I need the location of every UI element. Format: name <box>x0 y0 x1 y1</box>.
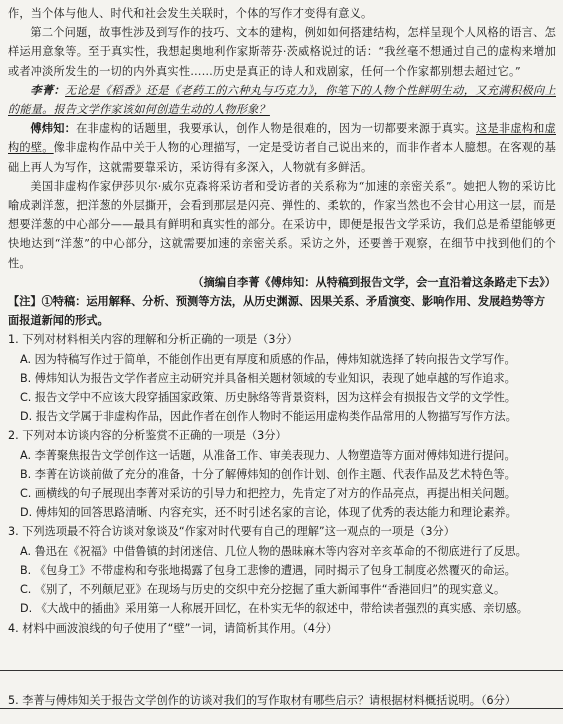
question-1 <box>8 330 556 426</box>
question-2-option-c[interactable]: C. 画横线的句子展现出李菁对采访的引导力和把控力，先肯定了对方的作品亮点，再提出相关问题。 <box>20 487 516 501</box>
question-4-stem: 4. 材料中画波浪线的句子使用了“壁”一词，请简析其作用。（4分） <box>8 621 338 635</box>
question-5-stem: 5. 李菁与傅炜知关于报告文学创作的访谈对我们的写作取材有哪些启示？请根据材料概括说明。（6分） <box>8 694 517 708</box>
passage-para-2: 第二个问题，故事性涉及到写作的技巧、文本的建构，例如如何搭建结构，怎样呈现个人风格的语言、怎样运用意象等。至于真实性，我想起奥地利作家斯蒂芬·茨威格说过的话：“我丝毫不想通过自己的虚构来增加或者冲淡所发生的一切的内外真实性……历史是真正的诗人和戏剧家，任何一个作家都别想去超过它。” <box>8 26 556 78</box>
question-2-option-b[interactable]: B. 李菁在访谈前做了充分的准备，十分了解傅炜知的创作计划、创作主题、代表作品及艺术特色等。 <box>20 467 516 481</box>
question-3-option-d[interactable]: D. 《大战中的插曲》采用第一人称展开回忆，在朴实无华的叙述中，带给读者强烈的真实感、亲切感。 <box>20 602 528 616</box>
interviewee-label: 傅炜知： <box>30 121 77 136</box>
footnote: 【注】①特稿：运用解释、分析、预测等方法，从历史渊源、因果关系、矛盾演变、影响作用、发展趋势等方面报道新闻的形式。 <box>8 294 546 328</box>
question-2-stem: 2. 下列对本访谈内容的分析鉴赏不正确的一项是（3分） <box>8 429 287 443</box>
answer-area-bottom-divider <box>0 708 563 709</box>
question-1-stem: 1. 下列对材料相关内容的理解和分析正确的一项是（3分） <box>8 333 298 347</box>
interviewer-label: 李菁： <box>30 82 66 97</box>
passage-para-last: 美国非虚构作家伊莎贝尔·威尔克森将采访者和受访者的关系称为“加速的亲密关系”。她把人物的采访比喻成剥洋葱，把洋葱的外层撕开，会看到那层是闪亮、弹性的、柔软的，作家当然也不会甘心用这一层，而是想要洋葱的中心部分——最具有鲜明和真实性的部分。在采访中，即便是报告文学采访，我们总是希望能够更快地达到“洋葱”的中心部分，这就需要加速的亲密关系。采访之外，还要善于观察，在细节中找到他们的个性。 <box>8 179 556 270</box>
interviewer-question-text: 无论是《稻香》还是《老药工的六种丸与巧克力》，你笔下的人物个性鲜明生动，又充满积极向上的能量。报告文学作家该如何创造生动的人物形象？ <box>8 83 556 117</box>
answer-text-1: 在非虚构的话题里，我要承认，创作人物是很难的，因为一切都要来源于真实。 <box>76 122 477 136</box>
question-3-option-c[interactable]: C. 《别了，不列颠尼亚》在现场与历史的交织中充分挖掘了重大新闻事件“香港回归”的现实意义。 <box>20 583 506 597</box>
question-2 <box>8 426 556 522</box>
question-1-option-a[interactable]: A. 因为特稿写作过于简单，不能创作出更有厚度和质感的作品，傅炜知就选择了转向报告文学写作。 <box>20 352 516 366</box>
passage-line-top: 作，当个体与他人、时代和社会发生关联时，个体的写作才变得有意义。 <box>8 7 373 20</box>
question-1-option-b[interactable]: B. 傅炜知认为报告文学作者应主动研究并具备相关题材领域的专业知识，表现了她卓越的写作追求。 <box>20 371 516 385</box>
answer-area-top-divider <box>0 670 563 671</box>
interview-answer <box>8 119 556 177</box>
document-page <box>8 4 556 638</box>
question-2-option-a[interactable]: A. 李菁聚焦报告文学创作这一话题，从准备工作、审美表现力、人物塑造等方面对傅炜知进行提问。 <box>20 448 516 462</box>
question-3 <box>8 522 556 618</box>
interview-question <box>8 81 556 119</box>
question-3-stem: 3. 下列选项最不符合访谈对象谈及“作家对时代要有自己的理解”这一观点的一项是（3分） <box>8 525 455 539</box>
question-2-option-d[interactable]: D. 傅炜知的回答思路清晰、内容充实，还不时引述名家的言论，体现了优秀的表达能力和理论素养。 <box>20 506 517 520</box>
answer-text-2: 像非虚构作品中关于人物的心理描写，一定是受访者自己说出来的，而非作者本人臆想。在客观的基础上再人为写作，这就需要靠采访，采访得有多深入，人物就有多鲜活。 <box>8 141 556 174</box>
question-3-option-a[interactable]: A. 鲁迅在《祝福》中借鲁镇的封闭迷信、几位人物的愚昧麻木等内容对辛亥革命的不彻底进行了反思。 <box>20 544 527 558</box>
question-3-option-b[interactable]: B. 《包身工》不带虚构和夸张地揭露了包身工悲惨的遭遇，同时揭示了包身工制度必然覆灭的命运。 <box>20 563 516 577</box>
source-citation: （摘编自李菁《傅炜知：从特稿到报告文学，会一直沿着这条路走下去》） <box>192 274 556 289</box>
wavy-underlined-sentence: 这是非虚构和虚构的壁。 <box>8 122 556 155</box>
question-1-option-c[interactable]: C. 报告文学中不应该大段穿插国家政策、历史脉络等背景资料，因为这样会有损报告文学的文学性。 <box>20 391 516 405</box>
question-1-option-d[interactable]: D. 报告文学属于非虚构作品，因此作者在创作人物时不能运用虚构类作品常用的人物描写写作方法。 <box>20 410 517 424</box>
